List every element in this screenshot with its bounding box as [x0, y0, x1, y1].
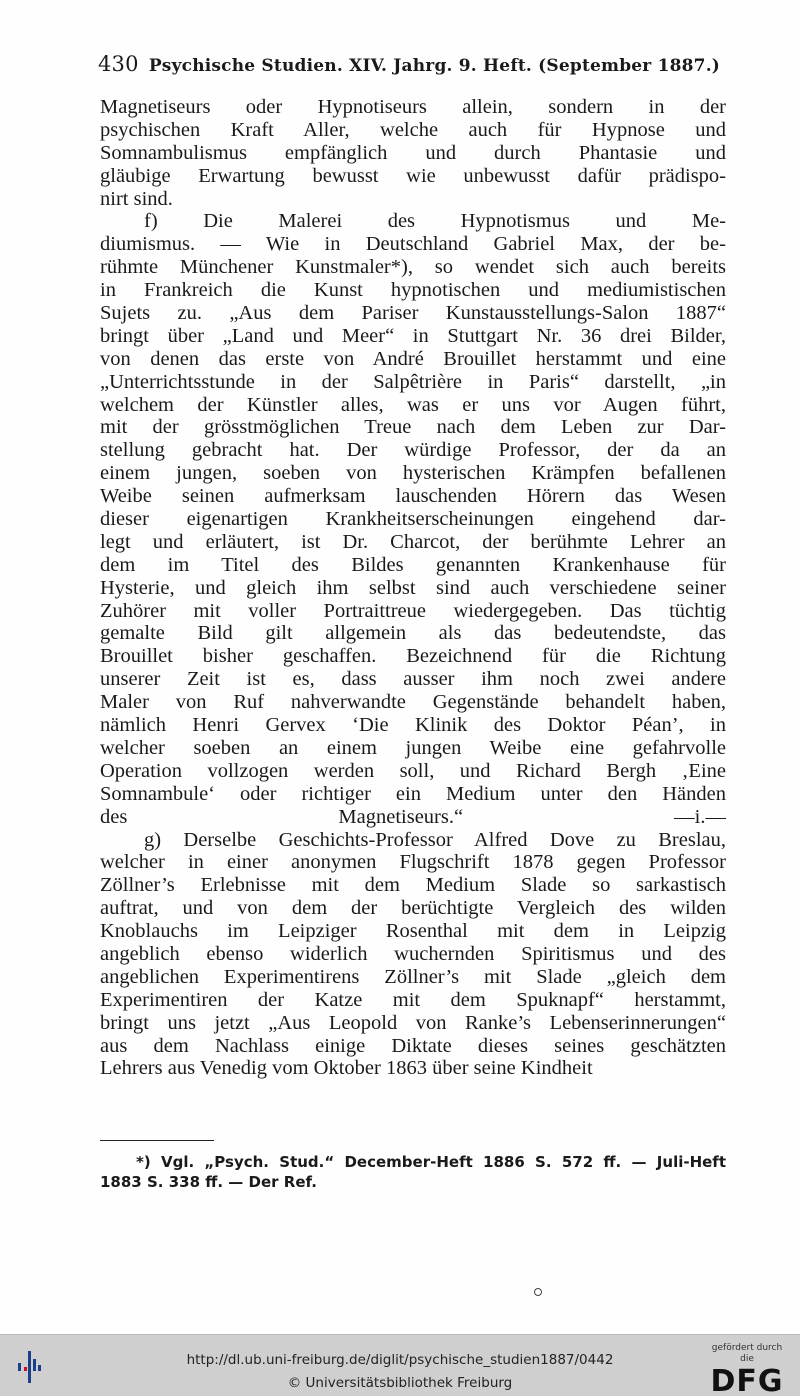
text-line: Hysterie, und gleich ihm selbst sind auch verschiedene seiner	[100, 576, 726, 599]
footnote-line: *) Vgl. „Psych. Stud.“ December-Heft 1886 S. 572 ff. — Juli-Heft	[136, 1153, 726, 1171]
text-line: stellung gebracht hat. Der würdige Professor, der da an	[100, 439, 726, 462]
text-line: einem jungen, soeben von hysterischen Krämpfen befallenen	[100, 462, 726, 485]
body-text	[100, 96, 726, 1080]
dfg-tagline: gefördert durch die	[711, 1343, 783, 1364]
text-line: Knoblauchs im Leipziger Rosenthal mit dem in Leipzig	[100, 920, 726, 943]
text-line: bringt über „Land und Meer“ in Stuttgart Nr. 36 drei Bilder,	[100, 324, 726, 347]
text-line: bringt uns jetzt „Aus Leopold von Ranke’s Lebenserinnerungen“	[100, 1011, 726, 1034]
text-line: auftrat, und von dem der berüchtigte Vergleich des wilden	[100, 897, 726, 920]
text-line: nirt sind.	[100, 187, 173, 210]
dfg-wordmark: DFG	[710, 1364, 784, 1399]
text-line: legt und erläutert, ist Dr. Charcot, der berühmte Lehrer an	[100, 530, 726, 553]
footnote-rule	[100, 1140, 214, 1141]
text-line: welcher soeben an einem jungen Weibe eine gefahrvolle	[100, 736, 726, 759]
text-line: psychischen Kraft Aller, welche auch für Hypnose und	[100, 118, 726, 141]
text-line: Lehrers aus Venedig vom Oktober 1863 über seine Kindheit	[100, 1057, 593, 1080]
text-line: rühmte Münchener Kunstmaler*), so wendet sich auch bereits	[100, 256, 726, 279]
text-line: Weibe seinen aufmerksam lauschenden Hörern das Wesen	[100, 485, 726, 508]
text-line: welchem der Künstler alles, was er uns vor Augen führt,	[100, 393, 726, 416]
text-line: von denen das erste von André Brouillet herstammt und eine	[100, 347, 726, 370]
text-line: in Frankreich die Kunst hypnotischen und mediumistischen	[100, 279, 726, 302]
text-line: Operation vollzogen werden soll, und Richard Bergh ‚Eine	[100, 759, 726, 782]
document-url-link[interactable]: http://dl.ub.uni-freiburg.de/diglit/psychische_studien1887/0442	[186, 1352, 614, 1368]
copyright-text: © Universitätsbibliothek Freiburg	[287, 1375, 513, 1391]
text-line: welcher in einer anonymen Flugschrift 1878 gegen Professor	[100, 851, 726, 874]
text-line: diumismus. — Wie in Deutschland Gabriel Max, der be-	[100, 233, 726, 256]
text-line: Experimentiren der Katze mit dem Spuknapf“ herstammt,	[100, 988, 726, 1011]
text-line: Sujets zu. „Aus dem Pariser Kunstausstellungs-Salon 1887“	[100, 302, 726, 325]
text-line: g) Derselbe Geschichts-Professor Alfred Dove zu Breslau,	[144, 828, 726, 851]
text-line: Somnambule‘ oder richtiger ein Medium unter den Händen	[100, 782, 726, 805]
text-line: „Unterrichtsstunde in der Salpêtrière in Paris“ darstellt, „in	[100, 370, 726, 393]
text-line: aus dem Nachlass einige Diktate dieses seines geschätzten	[100, 1034, 726, 1057]
text-line: Zöllner’s Erlebnisse mit dem Medium Slade so sarkastisch	[100, 874, 726, 897]
text-line: unserer Zeit ist es, dass ausser ihm noch zwei andere	[100, 668, 726, 691]
running-title: Psychische Studien. XIV. Jahrg. 9. Heft. (September 1887.)	[148, 56, 721, 76]
page-number: 430	[98, 52, 139, 76]
text-line: nämlich Henri Gervex ‘Die Klinik des Doktor Péan’, in	[100, 714, 726, 737]
text-line: dieser eigenartigen Krankheitserscheinungen eingehend dar-	[100, 508, 726, 531]
text-line: f) Die Malerei des Hypnotismus und Me-	[144, 210, 726, 233]
text-line: gemalte Bild gilt allgemein als das bedeutendste, das	[100, 622, 726, 645]
text-line: dem im Titel des Bildes genannten Krankenhause für	[100, 553, 726, 576]
text-line: Maler von Ruf nahverwandte Gegenstände behandelt haben,	[100, 691, 726, 714]
text-line: angeblich ebenso widerlich wuchernden Spiritismus und des	[100, 942, 726, 965]
text-line: Brouillet bisher geschaffen. Bezeichnend für die Richtung	[100, 645, 726, 668]
text-line: des Magnetiseurs.“ —i.—	[100, 805, 726, 828]
running-header	[98, 52, 721, 76]
text-line: mit der grösstmöglichen Treue nach dem Leben zur Dar-	[100, 416, 726, 439]
text-line: angeblichen Experimentirens Zöllner’s mit Slade „gleich dem	[100, 965, 726, 988]
text-line: Magnetiseurs oder Hypnotiseurs allein, sondern in der	[100, 96, 726, 118]
text-line: gläubige Erwartung bewusst wie unbewusst dafür prädispo-	[100, 164, 726, 187]
text-line: Somnambulismus empfänglich und durch Phantasie und	[100, 141, 726, 164]
footnote-line: 1883 S. 338 ff. — Der Ref.	[100, 1173, 317, 1191]
dfg-logo	[704, 1343, 790, 1399]
page-mark	[534, 1288, 542, 1296]
footnote	[100, 1152, 726, 1192]
viewer-footer	[0, 1334, 800, 1399]
text-line: Zuhörer mit voller Portraittreue wiedergegeben. Das tüchtig	[100, 599, 726, 622]
